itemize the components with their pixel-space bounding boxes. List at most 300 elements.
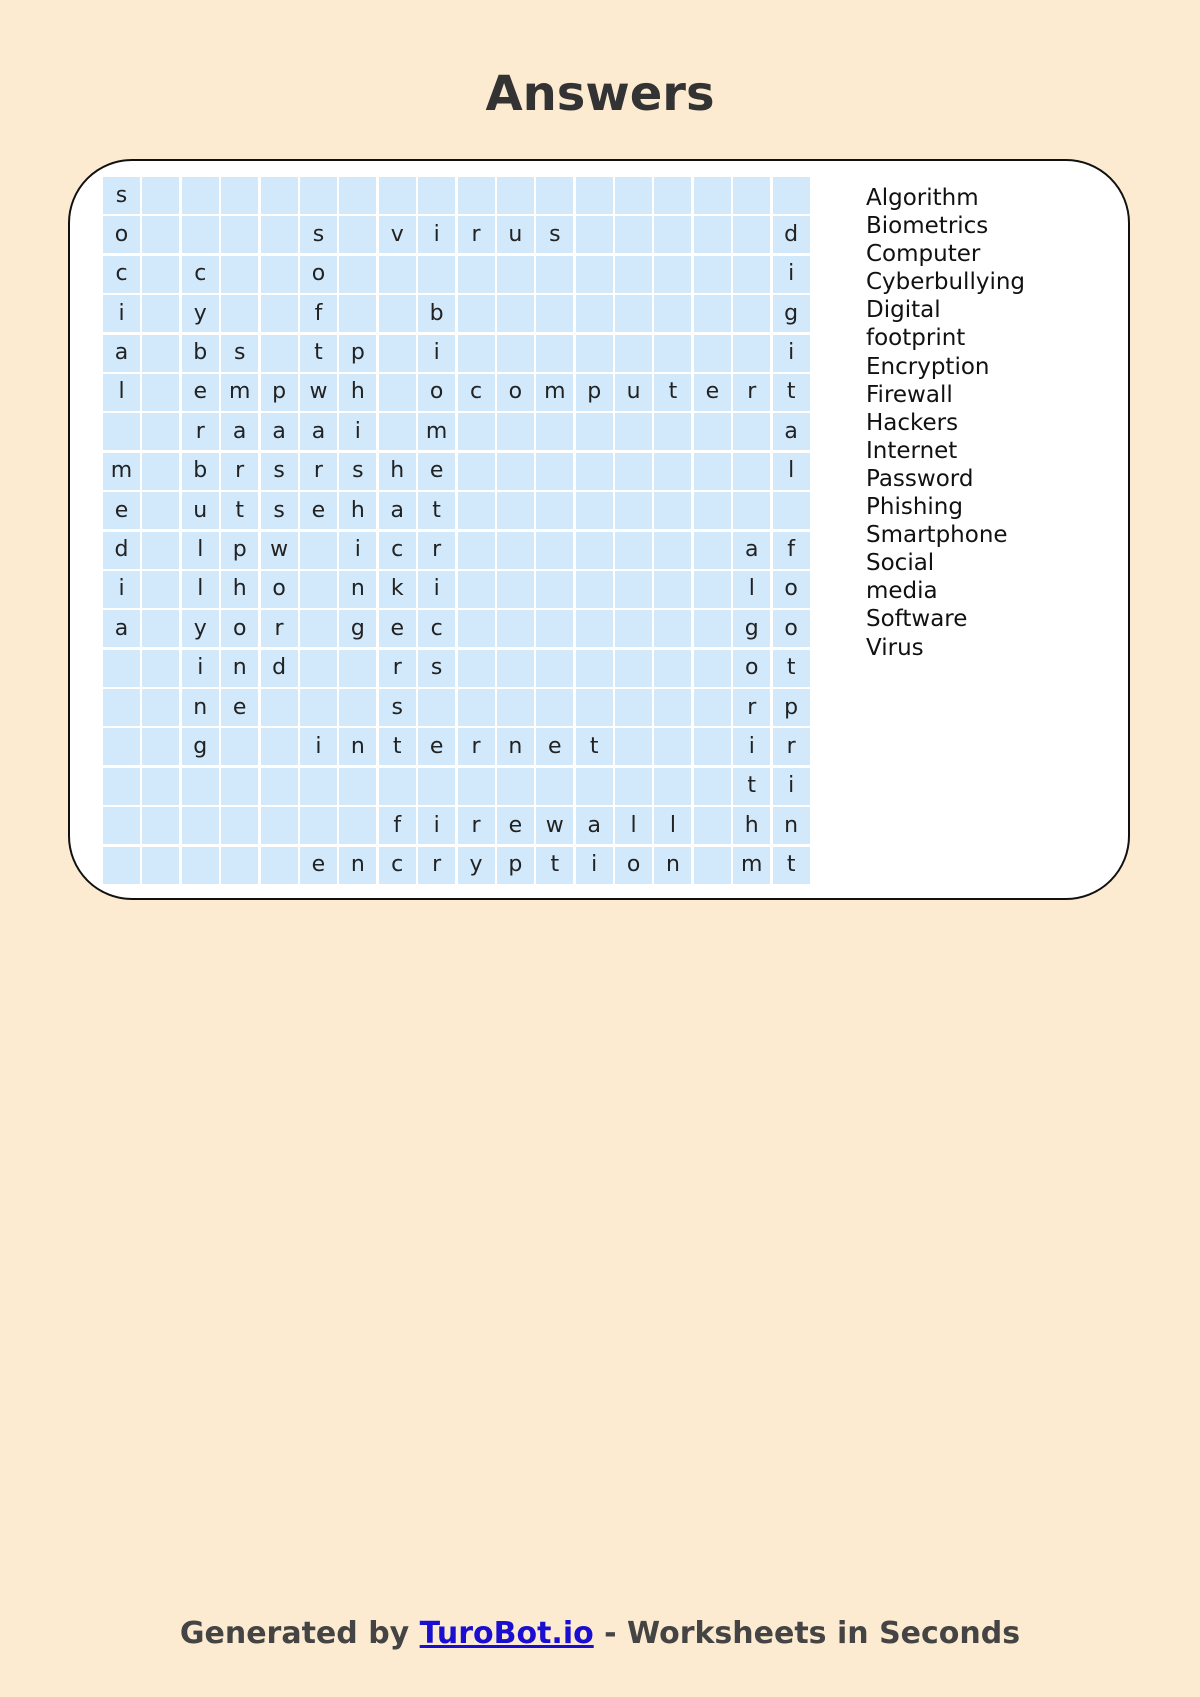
grid-cell [261, 689, 298, 726]
grid-cell [536, 689, 573, 726]
grid-cell [339, 177, 376, 214]
grid-cell [300, 650, 337, 687]
grid-cell: k [379, 571, 416, 608]
grid-cell [576, 335, 613, 372]
grid-cell [261, 728, 298, 765]
grid-cell [694, 453, 731, 490]
grid-cell: y [182, 295, 219, 332]
grid-cell: d [103, 532, 140, 569]
grid-cell [536, 295, 573, 332]
grid-cell [182, 768, 219, 805]
grid-cell [615, 610, 652, 647]
grid-cell [182, 216, 219, 253]
grid-cell [694, 532, 731, 569]
word-list-item: Virus [866, 634, 924, 661]
grid-cell: e [300, 847, 337, 884]
grid-cell [339, 807, 376, 844]
grid-cell [221, 847, 258, 884]
grid-cell [615, 216, 652, 253]
grid-cell: s [536, 216, 573, 253]
grid-cell: l [615, 807, 652, 844]
grid-cell [300, 689, 337, 726]
grid-cell: m [733, 847, 770, 884]
grid-cell: a [773, 413, 810, 450]
grid-cell: r [458, 807, 495, 844]
grid-cell: h [733, 807, 770, 844]
grid-cell: u [615, 374, 652, 411]
grid-cell [615, 728, 652, 765]
grid-cell [182, 807, 219, 844]
grid-cell [142, 335, 179, 372]
grid-cell [576, 256, 613, 293]
word-list-item: Social [866, 550, 935, 577]
grid-cell [576, 492, 613, 529]
grid-cell: l [182, 571, 219, 608]
grid-cell: i [773, 768, 810, 805]
grid-cell: h [339, 374, 376, 411]
grid-cell: r [300, 453, 337, 490]
grid-cell: a [261, 413, 298, 450]
grid-cell: i [773, 256, 810, 293]
grid-cell [418, 177, 455, 214]
grid-cell: o [773, 571, 810, 608]
grid-cell [694, 413, 731, 450]
grid-cell [458, 610, 495, 647]
grid-cell [694, 492, 731, 529]
grid-cell [497, 768, 534, 805]
grid-cell [497, 256, 534, 293]
grid-cell: h [221, 571, 258, 608]
grid-cell [142, 216, 179, 253]
grid-cell [536, 177, 573, 214]
grid-cell: r [733, 689, 770, 726]
grid-cell: s [261, 492, 298, 529]
grid-cell: g [182, 728, 219, 765]
grid-cell [654, 295, 691, 332]
grid-cell [694, 216, 731, 253]
grid-cell: o [773, 610, 810, 647]
grid-cell [221, 768, 258, 805]
word-list [866, 184, 1025, 662]
grid-cell [694, 689, 731, 726]
grid-cell [576, 610, 613, 647]
grid-cell: r [261, 610, 298, 647]
grid-cell: l [103, 374, 140, 411]
grid-cell: n [773, 807, 810, 844]
grid-cell: c [458, 374, 495, 411]
grid-cell [654, 216, 691, 253]
grid-cell: p [339, 335, 376, 372]
grid-cell [497, 689, 534, 726]
grid-cell: u [497, 216, 534, 253]
grid-cell: l [182, 532, 219, 569]
grid-cell [142, 453, 179, 490]
grid-cell [103, 689, 140, 726]
grid-cell [261, 177, 298, 214]
grid-cell: r [182, 413, 219, 450]
grid-cell: a [103, 335, 140, 372]
grid-cell [497, 532, 534, 569]
grid-cell: e [536, 728, 573, 765]
grid-cell: n [654, 847, 691, 884]
grid-cell [458, 335, 495, 372]
grid-cell [615, 177, 652, 214]
grid-cell [576, 768, 613, 805]
grid-cell [142, 768, 179, 805]
footer-prefix: Generated by [179, 1616, 420, 1651]
grid-cell: p [261, 374, 298, 411]
grid-cell: c [182, 256, 219, 293]
word-list-item: Cyberbullying [866, 269, 1026, 296]
word-list-item: Password [866, 465, 974, 492]
grid-cell: d [261, 650, 298, 687]
grid-cell: t [536, 847, 573, 884]
grid-cell [458, 650, 495, 687]
grid-cell [142, 295, 179, 332]
grid-cell: h [379, 453, 416, 490]
grid-cell [654, 768, 691, 805]
grid-cell [339, 650, 376, 687]
grid-cell [694, 728, 731, 765]
grid-cell [142, 492, 179, 529]
grid-cell [221, 295, 258, 332]
grid-cell: w [261, 532, 298, 569]
grid-cell [497, 610, 534, 647]
grid-cell [142, 256, 179, 293]
grid-cell: t [221, 492, 258, 529]
grid-cell [615, 295, 652, 332]
grid-cell [300, 610, 337, 647]
grid-cell: t [733, 768, 770, 805]
grid-cell [576, 650, 613, 687]
grid-cell: b [182, 335, 219, 372]
grid-cell: w [300, 374, 337, 411]
grid-cell: m [103, 453, 140, 490]
grid-cell [497, 413, 534, 450]
grid-cell: h [339, 492, 376, 529]
grid-cell [379, 768, 416, 805]
grid-cell: o [615, 847, 652, 884]
grid-cell [694, 295, 731, 332]
grid-cell [339, 256, 376, 293]
grid-cell [497, 492, 534, 529]
grid-cell [379, 295, 416, 332]
grid-cell [300, 768, 337, 805]
grid-cell [182, 847, 219, 884]
grid-cell: o [261, 571, 298, 608]
grid-cell [733, 256, 770, 293]
grid-cell [536, 413, 573, 450]
word-search-grid [103, 177, 810, 884]
grid-cell [261, 216, 298, 253]
grid-cell: i [418, 807, 455, 844]
grid-cell: r [418, 532, 455, 569]
grid-cell: n [182, 689, 219, 726]
grid-cell: a [221, 413, 258, 450]
grid-cell [458, 256, 495, 293]
grid-cell [300, 807, 337, 844]
grid-cell [261, 768, 298, 805]
grid-cell [103, 768, 140, 805]
grid-cell [654, 413, 691, 450]
grid-cell: s [418, 650, 455, 687]
grid-cell: t [654, 374, 691, 411]
grid-cell [733, 295, 770, 332]
grid-cell [576, 216, 613, 253]
grid-cell: g [339, 610, 376, 647]
grid-cell [654, 650, 691, 687]
grid-cell [733, 413, 770, 450]
word-list-item: Software [866, 606, 968, 633]
grid-cell [142, 532, 179, 569]
grid-cell: g [773, 295, 810, 332]
grid-cell [379, 256, 416, 293]
grid-cell [418, 768, 455, 805]
grid-cell [339, 216, 376, 253]
footer-suffix: - Worksheets in Seconds [593, 1616, 1021, 1651]
grid-cell: y [182, 610, 219, 647]
grid-cell: i [103, 571, 140, 608]
grid-cell: n [339, 847, 376, 884]
grid-cell [615, 335, 652, 372]
grid-cell [694, 256, 731, 293]
grid-cell: n [221, 650, 258, 687]
grid-cell [458, 532, 495, 569]
grid-cell: s [103, 177, 140, 214]
grid-cell [733, 453, 770, 490]
grid-cell: s [339, 453, 376, 490]
grid-cell: t [773, 847, 810, 884]
grid-cell: a [733, 532, 770, 569]
grid-cell: o [103, 216, 140, 253]
grid-cell [103, 847, 140, 884]
grid-cell: o [497, 374, 534, 411]
grid-cell [261, 256, 298, 293]
grid-cell: e [497, 807, 534, 844]
grid-cell [221, 728, 258, 765]
grid-cell: p [221, 532, 258, 569]
word-list-item: Digital [866, 297, 941, 324]
grid-cell [694, 807, 731, 844]
turobot-link[interactable]: TuroBot.io [419, 1616, 594, 1651]
word-list-item: Firewall [866, 381, 953, 408]
grid-cell: i [103, 295, 140, 332]
grid-cell [418, 256, 455, 293]
grid-cell [773, 177, 810, 214]
grid-cell [615, 689, 652, 726]
grid-cell [142, 728, 179, 765]
grid-cell: u [182, 492, 219, 529]
grid-cell: c [379, 532, 416, 569]
grid-cell [300, 532, 337, 569]
footer [0, 1616, 1200, 1652]
grid-cell [536, 335, 573, 372]
grid-cell [497, 571, 534, 608]
grid-cell [142, 847, 179, 884]
grid-cell [536, 571, 573, 608]
grid-cell [654, 492, 691, 529]
grid-cell [458, 413, 495, 450]
grid-cell [261, 807, 298, 844]
grid-cell: r [733, 374, 770, 411]
grid-cell: r [418, 847, 455, 884]
grid-cell: t [773, 374, 810, 411]
grid-cell: o [418, 374, 455, 411]
grid-cell [694, 847, 731, 884]
grid-cell [654, 177, 691, 214]
grid-cell: s [379, 689, 416, 726]
grid-cell: e [221, 689, 258, 726]
grid-cell [497, 453, 534, 490]
grid-cell: n [497, 728, 534, 765]
grid-cell: m [418, 413, 455, 450]
grid-cell: a [576, 807, 613, 844]
grid-cell [576, 295, 613, 332]
grid-cell [654, 610, 691, 647]
grid-cell [615, 256, 652, 293]
grid-cell: s [221, 335, 258, 372]
grid-cell [576, 689, 613, 726]
grid-cell [339, 768, 376, 805]
grid-cell: l [773, 453, 810, 490]
grid-cell [615, 453, 652, 490]
grid-cell [261, 295, 298, 332]
grid-cell [536, 453, 573, 490]
grid-cell [694, 768, 731, 805]
grid-cell [497, 650, 534, 687]
grid-cell [576, 177, 613, 214]
grid-cell [379, 374, 416, 411]
grid-cell [221, 807, 258, 844]
grid-cell [458, 768, 495, 805]
grid-cell: i [418, 335, 455, 372]
grid-cell [379, 413, 416, 450]
grid-cell: w [536, 807, 573, 844]
grid-cell: i [733, 728, 770, 765]
grid-cell [615, 532, 652, 569]
grid-cell: p [497, 847, 534, 884]
grid-cell: b [418, 295, 455, 332]
puzzle-panel [68, 159, 1130, 900]
grid-cell [654, 728, 691, 765]
grid-cell: y [458, 847, 495, 884]
grid-cell [536, 650, 573, 687]
grid-cell: i [418, 571, 455, 608]
grid-cell: s [261, 453, 298, 490]
grid-cell: r [458, 216, 495, 253]
grid-cell: i [418, 216, 455, 253]
grid-cell [142, 650, 179, 687]
grid-cell [142, 413, 179, 450]
grid-cell [536, 532, 573, 569]
grid-cell [300, 177, 337, 214]
grid-cell [458, 177, 495, 214]
grid-cell: p [773, 689, 810, 726]
grid-cell [576, 413, 613, 450]
grid-cell [615, 650, 652, 687]
grid-cell: l [733, 571, 770, 608]
grid-cell [142, 610, 179, 647]
grid-cell [654, 571, 691, 608]
grid-cell: n [339, 728, 376, 765]
grid-cell: r [773, 728, 810, 765]
grid-cell: e [379, 610, 416, 647]
grid-cell [418, 689, 455, 726]
grid-cell: e [103, 492, 140, 529]
grid-cell [103, 650, 140, 687]
word-list-item: Internet [866, 437, 958, 464]
grid-cell: t [576, 728, 613, 765]
grid-cell: n [339, 571, 376, 608]
grid-cell [142, 689, 179, 726]
grid-cell: e [182, 374, 219, 411]
grid-cell [773, 492, 810, 529]
grid-cell: t [773, 650, 810, 687]
grid-cell: i [182, 650, 219, 687]
grid-cell: a [103, 610, 140, 647]
grid-cell [458, 453, 495, 490]
grid-cell [576, 453, 613, 490]
grid-cell [379, 177, 416, 214]
grid-cell [615, 768, 652, 805]
grid-cell: l [654, 807, 691, 844]
word-list-item: footprint [866, 325, 966, 352]
grid-cell: b [182, 453, 219, 490]
grid-cell: a [300, 413, 337, 450]
grid-cell [654, 453, 691, 490]
grid-cell [497, 177, 534, 214]
grid-cell: c [103, 256, 140, 293]
grid-cell [458, 492, 495, 529]
word-list-item: media [866, 578, 938, 605]
grid-cell [694, 650, 731, 687]
grid-cell [576, 571, 613, 608]
page-title: Answers [485, 66, 715, 122]
grid-cell: r [458, 728, 495, 765]
grid-cell: o [300, 256, 337, 293]
grid-cell: e [300, 492, 337, 529]
grid-cell [142, 807, 179, 844]
grid-cell: t [418, 492, 455, 529]
grid-cell [694, 177, 731, 214]
grid-cell [221, 216, 258, 253]
word-list-item: Encryption [866, 353, 990, 380]
grid-cell [536, 256, 573, 293]
grid-cell: d [773, 216, 810, 253]
word-list-item: Hackers [866, 409, 959, 436]
grid-cell [261, 335, 298, 372]
grid-cell: r [379, 650, 416, 687]
grid-cell: f [773, 532, 810, 569]
grid-cell: e [694, 374, 731, 411]
grid-cell: c [379, 847, 416, 884]
grid-cell [458, 689, 495, 726]
grid-cell [536, 492, 573, 529]
grid-cell [733, 216, 770, 253]
grid-cell [103, 413, 140, 450]
word-list-item: Computer [866, 241, 981, 268]
grid-cell: i [339, 532, 376, 569]
grid-cell [142, 571, 179, 608]
grid-cell [654, 256, 691, 293]
word-list-item: Biometrics [866, 213, 989, 240]
grid-cell: t [379, 728, 416, 765]
grid-cell [733, 177, 770, 214]
grid-cell [379, 335, 416, 372]
grid-cell [536, 610, 573, 647]
grid-cell [615, 492, 652, 529]
grid-cell [615, 413, 652, 450]
